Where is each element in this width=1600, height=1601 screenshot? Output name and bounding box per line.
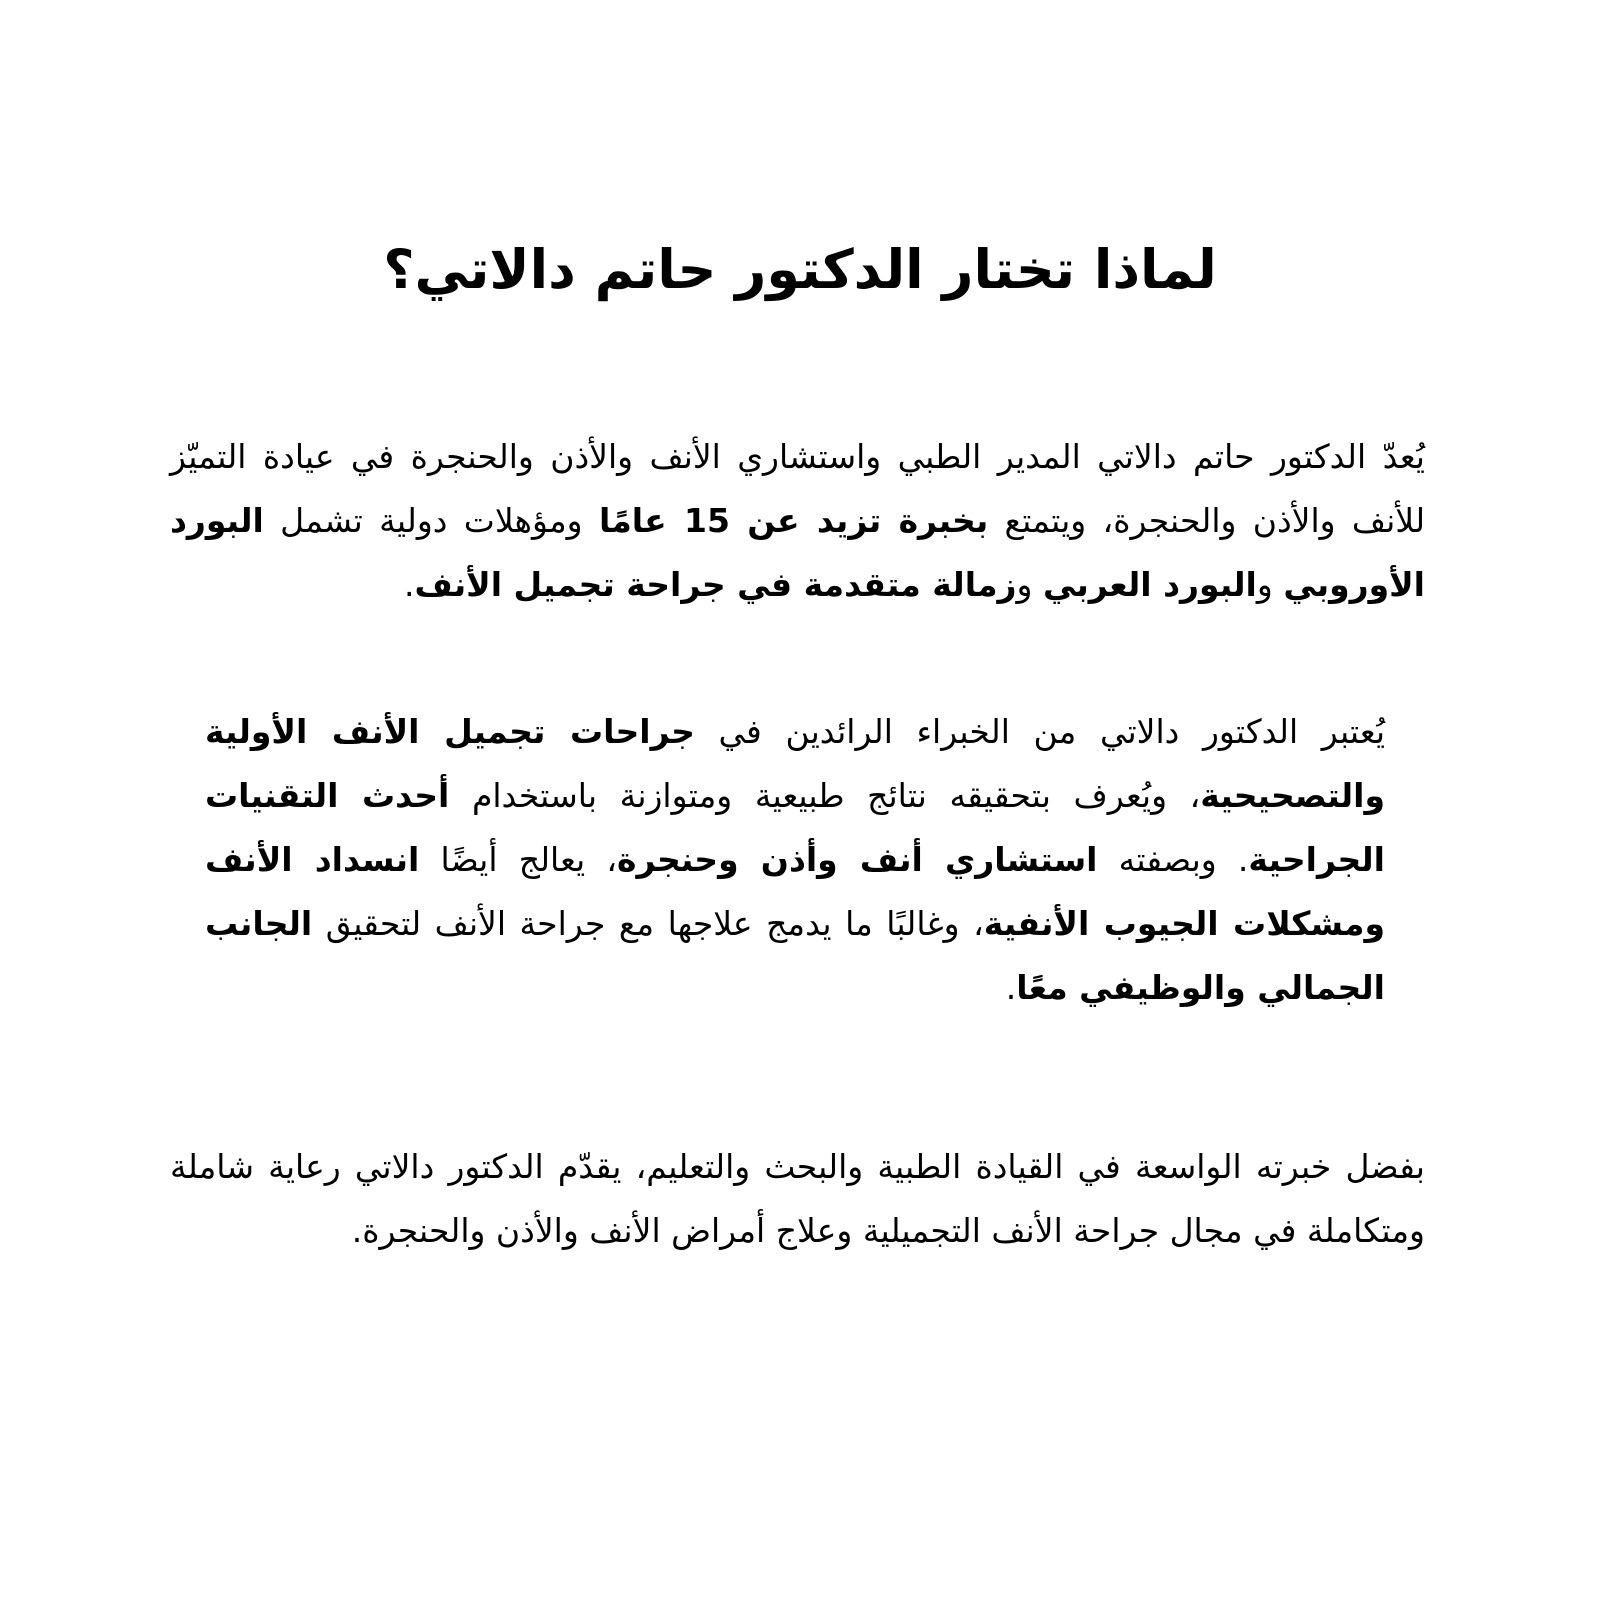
p1-bold-experience: بخبرة تزيد عن 15 عامًا	[598, 501, 989, 540]
p2-bold-rhinoplasty: جراحات تجميل الأنف الأولية والتصحيحية	[205, 712, 1385, 815]
p1-bold-european-board: البورد الأوروبي	[170, 501, 1425, 604]
p1-text-5: .	[403, 565, 415, 604]
p1-text-4: و	[1016, 565, 1043, 604]
closing-paragraph: بفضل خبرته الواسعة في القيادة الطبية والبحث والتعليم، يقدّم الدكتور دالاتي رعاية شاملة ومتكاملة في مجال جراحة الأنف التجميلية وعلاج أمراض الأنف والأذن والحنجرة.	[170, 1147, 1425, 1250]
p1-text-2: ومؤهلات دولية تشمل	[263, 501, 599, 540]
p2-text-3: . وبصفته	[1097, 840, 1249, 879]
p2-bold-aesthetic-functional: الجانب الجمالي والوظيفي معًا	[205, 904, 1385, 1007]
p2-text-1: يُعتبر الدكتور دالاتي من الخبراء الرائدين في	[694, 712, 1385, 751]
p2-text-4: ، يعالج أيضًا	[419, 840, 618, 879]
p2-text-5: ، وغالبًا ما يدمج علاجها مع جراحة الأنف لتحقيق	[312, 904, 984, 943]
expertise-paragraph	[205, 700, 1385, 1020]
p2-bold-techniques: أحدث التقنيات الجراحية	[205, 776, 1385, 879]
p2-bold-ent-consultant: استشاري أنف وأذن وحنجرة	[617, 840, 1098, 879]
p2-text-6: .	[1005, 968, 1017, 1007]
intro-paragraph	[170, 425, 1425, 617]
p2-bold-obstruction: انسداد الأنف ومشكلات الجيوب الأنفية	[205, 840, 1385, 943]
page-title: لماذا تختار الدكتور حاتم دالاتي؟	[383, 238, 1217, 301]
p2-text-2: ، ويُعرف بتحقيقه نتائج طبيعية ومتوازنة باستخدام	[449, 776, 1201, 815]
p1-bold-arab-board: البورد العربي	[1042, 565, 1257, 604]
p1-text-1: يُعدّ الدكتور حاتم دالاتي المدير الطبي واستشاري الأنف والأذن والحنجرة في عيادة التميّز للأنف والأذن والحنجرة، ويتمتع	[170, 437, 1426, 540]
p1-text-3: و	[1256, 565, 1284, 604]
p1-bold-fellowship: زمالة متقدمة في جراحة تجميل الأنف	[414, 565, 1017, 604]
